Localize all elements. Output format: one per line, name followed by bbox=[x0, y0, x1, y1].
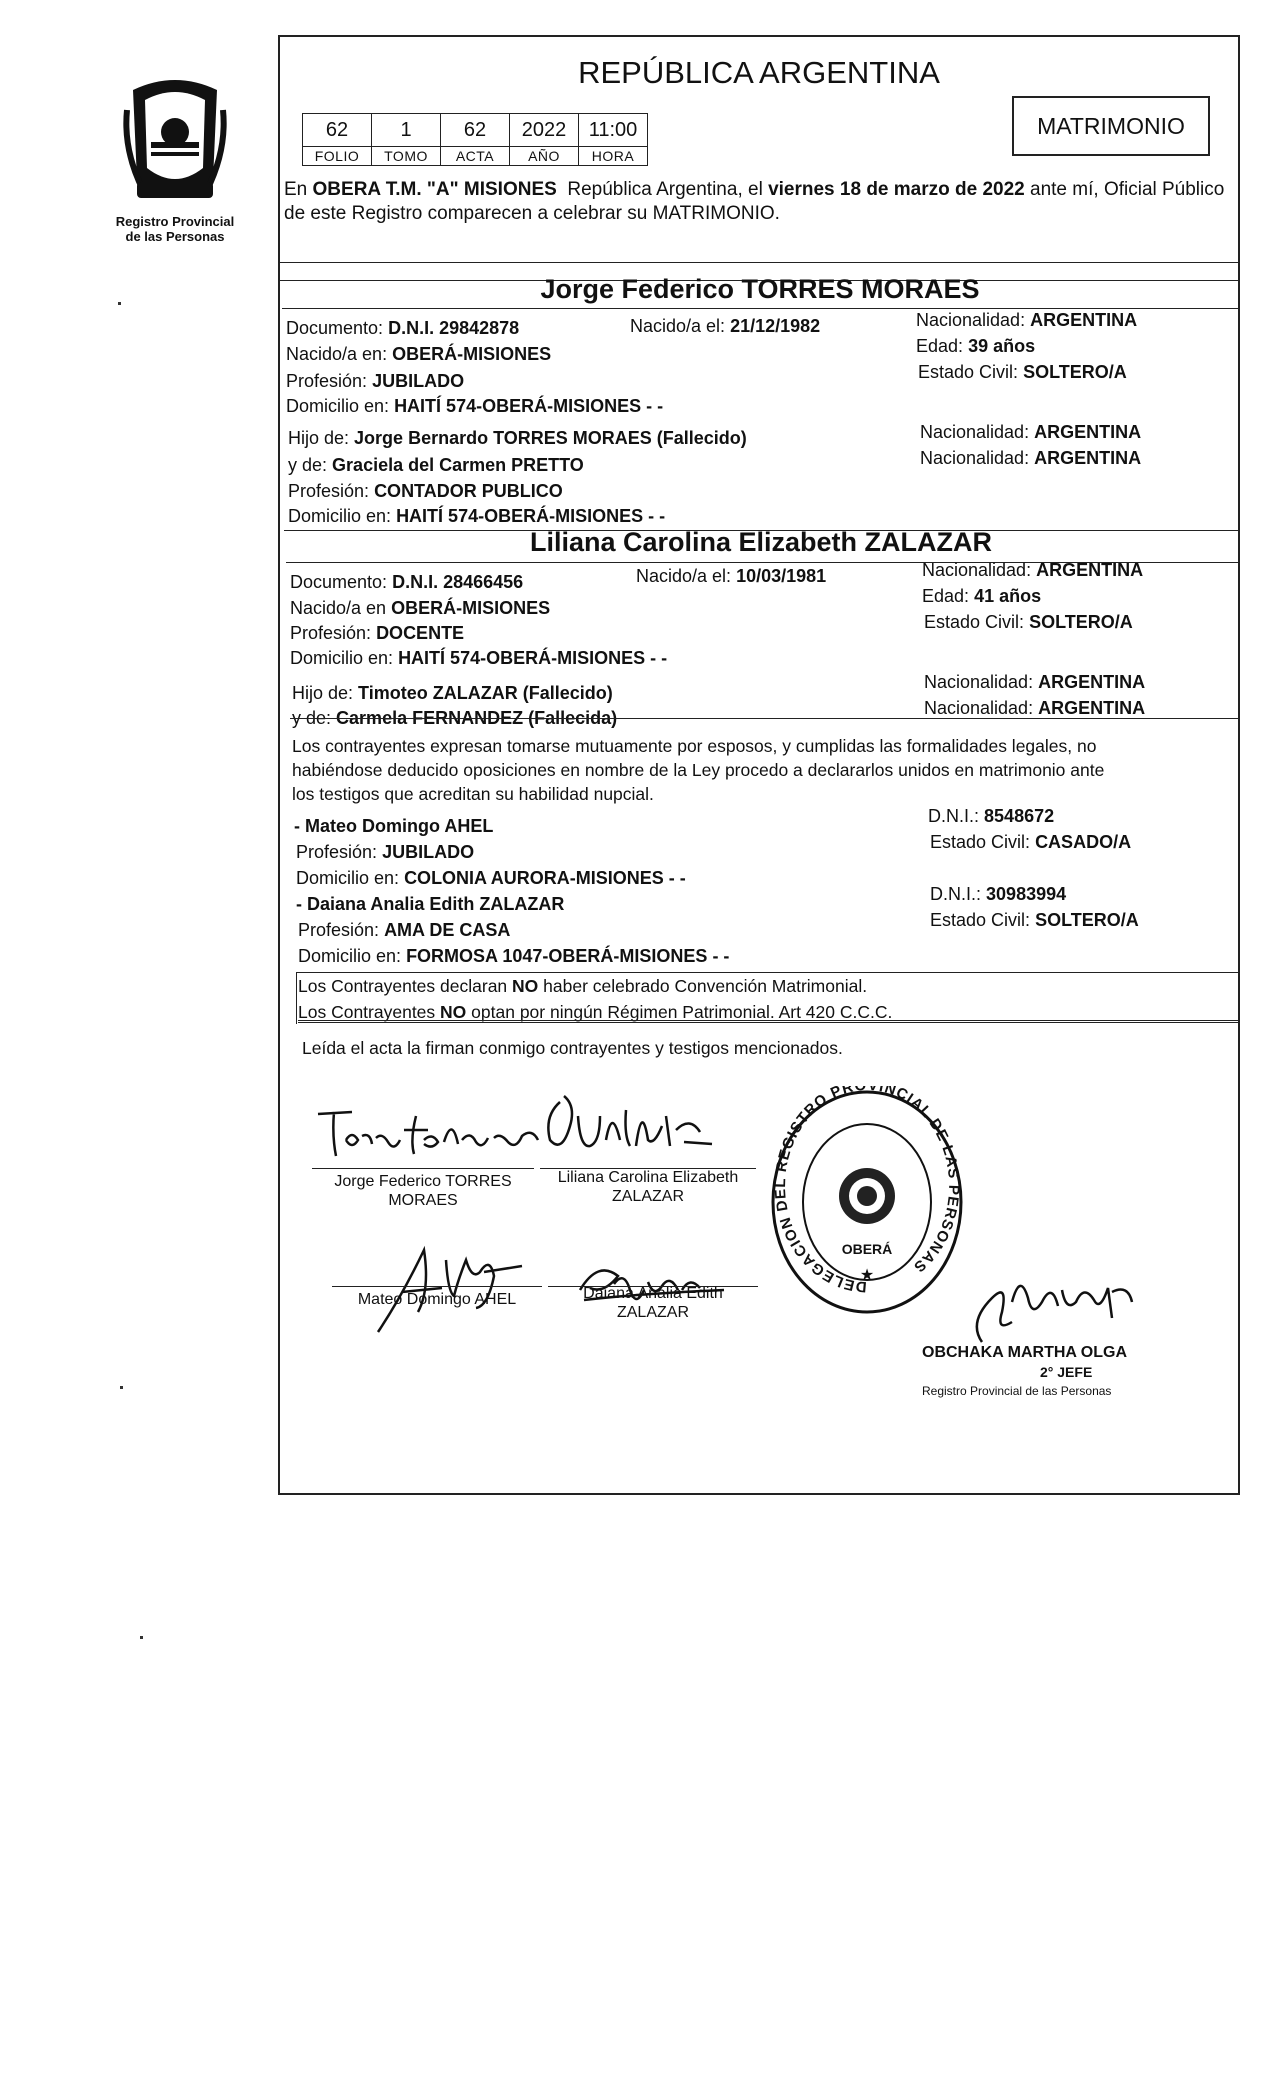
witness2-profession: Profesión: AMA DE CASA bbox=[298, 920, 511, 940]
signature-icon bbox=[540, 1086, 720, 1172]
witness1-address: Domicilio en: COLONIA AURORA-MISIONES - - bbox=[296, 868, 686, 888]
spouse1-civil-status: Estado Civil: SOLTERO/A bbox=[918, 362, 1127, 382]
official-office: Registro Provincial de las Personas bbox=[922, 1384, 1112, 1398]
spouse2-age: Edad: 41 años bbox=[922, 586, 1042, 606]
signature-caption-spouse2: Liliana Carolina Elizabeth ZALAZAR bbox=[557, 1169, 739, 1205]
spouse1-age: Edad: 39 años bbox=[916, 336, 1036, 356]
note-regime: Los Contrayentes NO optan por ningún Régimen Patrimonial. Art 420 C.C.C. bbox=[298, 1002, 893, 1022]
scan-speck bbox=[140, 1636, 143, 1639]
official-seal bbox=[768, 1086, 966, 1323]
witness1-civil-status: Estado Civil: CASADO/A bbox=[930, 832, 1132, 852]
spouse2-father-nationality: Nacionalidad: ARGENTINA bbox=[924, 672, 1146, 692]
read-statement: Leída el acta la firman conmigo contrayentes y testigos mencionados. bbox=[302, 1038, 843, 1058]
note-convention: Los Contrayentes declaran NO haber celebrado Convención Matrimonial. bbox=[298, 976, 868, 996]
tomo-value: 1 bbox=[372, 114, 441, 147]
official-role: 2° JEFE bbox=[1040, 1364, 1093, 1380]
registry-table bbox=[302, 113, 648, 166]
witness2-civil-status: Estado Civil: SOLTERO/A bbox=[930, 910, 1139, 930]
issuer-line-1: Registro Provincial bbox=[115, 214, 235, 229]
divider bbox=[282, 308, 1238, 309]
issuer-block bbox=[100, 70, 250, 244]
seal-icon bbox=[768, 1086, 966, 1318]
signature-official bbox=[962, 1262, 1142, 1352]
divider bbox=[298, 1020, 1240, 1021]
intro-office: OBERA T.M. "A" MISIONES bbox=[312, 179, 557, 200]
spouse2-birthplace: Nacido/a en OBERÁ-MISIONES bbox=[290, 598, 551, 618]
province-emblem-icon bbox=[123, 70, 227, 210]
anio-label: AÑO bbox=[510, 147, 579, 166]
intro-text-2: ante mí, Oficial Público de este Registro comparecen a celebrar su MATRIMONIO. bbox=[284, 179, 1225, 224]
signature-line bbox=[312, 1168, 534, 1169]
intro-en: En bbox=[284, 179, 308, 200]
witness1-dni: D.N.I.: 8548672 bbox=[928, 806, 1055, 826]
acta-value: 62 bbox=[441, 114, 510, 147]
scan-speck bbox=[118, 302, 121, 305]
spouse2-mother-nationality: Nacionalidad: ARGENTINA bbox=[924, 698, 1146, 718]
signature-icon bbox=[312, 1096, 544, 1168]
scan-speck bbox=[120, 1386, 123, 1389]
spouse1-father-nationality: Nacionalidad: ARGENTINA bbox=[920, 422, 1142, 442]
signature-spouse2 bbox=[540, 1086, 720, 1172]
signature-icon bbox=[962, 1262, 1142, 1352]
signature-line bbox=[332, 1286, 542, 1287]
intro-date: viernes 18 de marzo de 2022 bbox=[768, 179, 1025, 200]
signature-caption-witness1: Mateo Domingo AHEL bbox=[357, 1291, 517, 1308]
spouse1-birth-date: Nacido/a el: 21/12/1982 bbox=[630, 316, 821, 336]
spouse1-document: Documento: D.N.I. 29842878 bbox=[286, 318, 520, 338]
signature-caption-witness2: Daiana Analia Edith ZALAZAR bbox=[583, 1285, 723, 1321]
witness1-name: - Mateo Domingo AHEL bbox=[294, 816, 494, 836]
svg-text:★: ★ bbox=[859, 1267, 875, 1284]
spouse2-name: Liliana Carolina Elizabeth ZALAZAR bbox=[529, 527, 993, 557]
spouse1-nationality: Nacionalidad: ARGENTINA bbox=[916, 310, 1138, 330]
divider bbox=[296, 972, 1240, 973]
signature-caption-spouse1: Jorge Federico TORRES MORAES bbox=[334, 1173, 512, 1209]
page-title: REPÚBLICA ARGENTINA bbox=[578, 55, 940, 90]
spouse1-birthplace: Nacido/a en: OBERÁ-MISIONES bbox=[286, 344, 552, 364]
intro-text-1: República Argentina, el bbox=[567, 179, 763, 200]
acta-label: ACTA bbox=[441, 147, 510, 166]
witness2-address: Domicilio en: FORMOSA 1047-OBERÁ-MISIONES - - bbox=[298, 946, 730, 966]
tomo-label: TOMO bbox=[372, 147, 441, 166]
record-type-box: MATRIMONIO bbox=[1012, 96, 1210, 156]
seal-ring-text: DELEGACION DEL REGISTRO PR INCIAL DE LAS PERSONAS bbox=[771, 1086, 963, 1296]
spouse1-address: Domicilio en: HAITÍ 574-OBERÁ-MISIONES - - bbox=[286, 396, 664, 416]
parents-profession: Profesión: CONTADOR PUBLICO bbox=[288, 481, 563, 501]
hora-value: 11:00 bbox=[579, 114, 648, 147]
anio-value: 2022 bbox=[510, 114, 579, 147]
folio-label: FOLIO bbox=[303, 147, 372, 166]
spouse1-mother-nationality: Nacionalidad: ARGENTINA bbox=[920, 448, 1142, 468]
declaration-line-2: habiéndose deducido oposiciones en nombre de la Ley procedo a declararlos unidos en matrimonio ante bbox=[292, 760, 1105, 780]
divider bbox=[296, 972, 297, 1024]
spouse2-document: Documento: D.N.I. 28466456 bbox=[290, 572, 524, 592]
spouse2-profession: Profesión: DOCENTE bbox=[290, 623, 465, 643]
folio-value: 62 bbox=[303, 114, 372, 147]
parents-address: Domicilio en: HAITÍ 574-OBERÁ-MISIONES - - bbox=[288, 506, 666, 526]
spouse2-birth-date: Nacido/a el: 10/03/1981 bbox=[636, 566, 827, 586]
witness2-dni: D.N.I.: 30983994 bbox=[930, 884, 1067, 904]
seal-city: OBERÁ bbox=[841, 1241, 893, 1257]
spouse1-mother: y de: Graciela del Carmen PRETTO bbox=[288, 455, 584, 475]
declaration-line-3: los testigos que acreditan su habilidad nupcial. bbox=[292, 784, 654, 804]
divider bbox=[280, 262, 1238, 263]
spouse1-profession: Profesión: JUBILADO bbox=[286, 371, 465, 391]
signature-spouse1 bbox=[312, 1096, 544, 1168]
spouse2-nationality: Nacionalidad: ARGENTINA bbox=[922, 560, 1144, 580]
issuer-line-2: de las Personas bbox=[125, 229, 225, 244]
hora-label: HORA bbox=[579, 147, 648, 166]
spouse1-name: Jorge Federico TORRES MORAES bbox=[540, 274, 980, 304]
divider bbox=[298, 1022, 1240, 1023]
divider bbox=[290, 718, 1240, 719]
witness2-name: - Daiana Analia Edith ZALAZAR bbox=[296, 894, 565, 914]
official-name: OBCHAKA MARTHA OLGA bbox=[922, 1344, 1128, 1361]
declaration-line-1: Los contrayentes expresan tomarse mutuamente por esposos, y cumplidas las formalidades legales, no bbox=[292, 736, 1097, 756]
spouse1-father: Hijo de: Jorge Bernardo TORRES MORAES (Fallecido) bbox=[288, 428, 747, 448]
witness1-profession: Profesión: JUBILADO bbox=[296, 842, 475, 862]
spouse2-father: Hijo de: Timoteo ZALAZAR (Fallecido) bbox=[292, 683, 613, 703]
spouse2-address: Domicilio en: HAITÍ 574-OBERÁ-MISIONES - - bbox=[290, 648, 668, 668]
spouse2-civil-status: Estado Civil: SOLTERO/A bbox=[924, 612, 1133, 632]
intro-paragraph bbox=[284, 178, 1234, 226]
spouse2-mother: y de: Carmela FERNANDEZ (Fallecida) bbox=[292, 708, 618, 728]
